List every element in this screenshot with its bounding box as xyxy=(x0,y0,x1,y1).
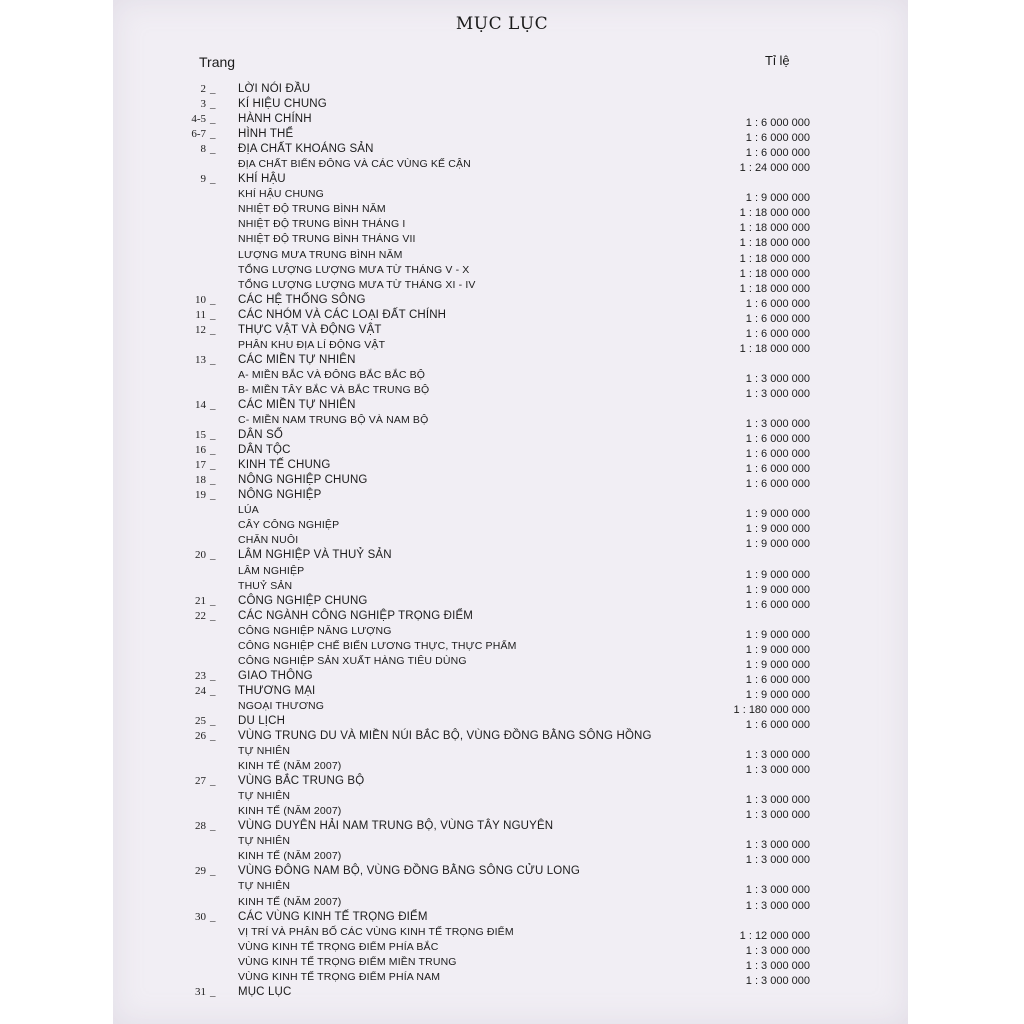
toc-entry-title: TỰ NHIÊN xyxy=(238,745,291,758)
toc-page-number-cell xyxy=(184,985,230,1000)
toc-entry-title: VÙNG TRUNG DU VÀ MIỀN NÚI BẮC BỘ, VÙNG ĐỒNG BẰNG SÔNG HỒNG xyxy=(238,730,652,743)
toc-page-number-cell xyxy=(184,834,230,849)
toc-entry-title: DU LỊCH xyxy=(238,714,286,727)
toc-row xyxy=(0,834,1024,852)
toc-row xyxy=(0,338,1024,353)
leader-dash: _ xyxy=(210,714,216,727)
leader-dash: _ xyxy=(210,820,216,833)
toc-row xyxy=(0,910,1024,925)
leader-dash: _ xyxy=(210,609,216,622)
toc-page-number-cell xyxy=(184,564,230,579)
toc-page-number: 15 xyxy=(195,429,206,442)
toc-page-number-cell xyxy=(184,232,230,247)
toc-row xyxy=(0,879,1024,897)
toc-row xyxy=(0,804,1024,822)
toc-page-number: 23 xyxy=(195,669,206,682)
toc-entry-scale: 1 : 9 000 000 xyxy=(745,583,810,596)
toc-row xyxy=(0,789,1024,807)
toc-page-number-cell xyxy=(184,609,230,624)
toc-entry-title: THUỶ SẢN xyxy=(238,579,293,592)
toc-page-number-cell xyxy=(184,639,230,654)
toc-page-number-cell xyxy=(184,714,230,729)
toc-entry-title: NHIỆT ĐỘ TRUNG BÌNH THÁNG I xyxy=(238,218,406,231)
toc-entry-scale: 1 : 9 000 000 xyxy=(745,568,810,581)
toc-entry-title: KHÍ HẬU xyxy=(238,173,286,186)
toc-page-number-cell xyxy=(184,879,230,894)
toc-entry-scale: 1 : 3 000 000 xyxy=(745,854,810,867)
toc-entry-scale: 1 : 9 000 000 xyxy=(745,643,810,656)
toc-page-number-cell xyxy=(184,579,230,594)
toc-entry-scale: 1 : 6 000 000 xyxy=(745,448,810,461)
toc-row xyxy=(0,849,1024,867)
toc-row xyxy=(0,533,1024,551)
page-column-header: Trang xyxy=(199,54,236,70)
toc-row xyxy=(0,443,1024,461)
toc-page-number: 26 xyxy=(195,730,206,743)
toc-page-number-cell xyxy=(184,458,230,473)
toc-entry-title: CÔNG NGHIỆP CHẾ BIẾN LƯƠNG THỰC, THỰC PHẨM xyxy=(238,639,517,652)
toc-row xyxy=(0,217,1024,235)
toc-entry-scale: 1 : 9 000 000 xyxy=(745,508,810,521)
toc-entry-scale: 1 : 3 000 000 xyxy=(745,809,810,822)
toc-entry-title: CÁC VÙNG KINH TẾ TRỌNG ĐIỂM xyxy=(238,910,428,923)
toc-entry-scale: 1 : 180 000 000 xyxy=(733,703,810,716)
toc-page-number-cell xyxy=(184,443,230,458)
toc-row xyxy=(0,127,1024,145)
toc-entry-title: HÀNH CHÍNH xyxy=(238,113,312,126)
toc-entry-title: VÙNG BẮC TRUNG BỘ xyxy=(238,775,365,788)
toc-row xyxy=(0,398,1024,413)
toc-entry-title: VÙNG ĐÔNG NAM BỘ, VÙNG ĐỒNG BẰNG SÔNG CỬU LONG xyxy=(238,865,580,878)
toc-entry-scale: 1 : 18 000 000 xyxy=(739,342,810,355)
toc-page-number: 9 xyxy=(200,173,206,186)
toc-page-number-cell xyxy=(184,278,230,293)
toc-entry-title: VỊ TRÍ VÀ PHÂN BỐ CÁC VÙNG KINH TẾ TRỌNG ĐIỂM xyxy=(238,925,514,938)
toc-page-number-cell xyxy=(184,368,230,383)
leader-dash: _ xyxy=(210,98,216,111)
toc-row xyxy=(0,458,1024,476)
page-title: MỤC LỤC xyxy=(455,14,549,34)
toc-page-number-cell xyxy=(184,112,230,127)
toc-row xyxy=(0,669,1024,684)
leader-dash: _ xyxy=(210,775,216,788)
toc-page-number-cell xyxy=(184,413,230,428)
toc-page-number-cell xyxy=(184,744,230,759)
toc-entry-scale: 1 : 3 000 000 xyxy=(745,387,810,400)
toc-page-number: 25 xyxy=(195,714,206,727)
toc-entry-scale: 1 : 18 000 000 xyxy=(739,237,810,250)
toc-page-number-cell xyxy=(184,774,230,789)
toc-page-number-cell xyxy=(184,804,230,819)
toc-row xyxy=(0,503,1024,521)
toc-row xyxy=(0,940,1024,955)
toc-entry-title: TỰ NHIÊN xyxy=(238,790,291,803)
toc-entry-title: ĐỊA CHẤT KHOÁNG SẢN xyxy=(238,143,374,156)
leader-dash: _ xyxy=(210,594,216,607)
toc-entry-scale: 1 : 6 000 000 xyxy=(745,327,810,340)
toc-row xyxy=(0,925,1024,940)
toc-entry-title: KINH TẾ (NĂM 2007) xyxy=(238,760,342,773)
toc-page-number: 18 xyxy=(195,474,206,487)
toc-row xyxy=(0,488,1024,503)
toc-row xyxy=(0,187,1024,205)
toc-page-number-cell xyxy=(184,248,230,263)
leader-dash: _ xyxy=(210,669,216,682)
toc-page-number-cell xyxy=(184,729,230,744)
toc-page-number-cell xyxy=(184,503,230,518)
toc-entry-scale: 1 : 9 000 000 xyxy=(745,538,810,551)
leader-dash: _ xyxy=(210,143,216,156)
toc-row xyxy=(0,624,1024,639)
toc-row xyxy=(0,157,1024,175)
toc-page-number-cell xyxy=(184,428,230,443)
toc-row xyxy=(0,684,1024,699)
toc-row xyxy=(0,428,1024,446)
toc-page-number: 28 xyxy=(195,820,206,833)
toc-entry-title: CÔNG NGHIỆP NĂNG LƯỢNG xyxy=(238,624,392,637)
toc-page-number: 3 xyxy=(200,98,206,111)
toc-page-number-cell xyxy=(184,488,230,503)
toc-entry-title: CÁC NHÓM VÀ CÁC LOẠI ĐẤT CHÍNH xyxy=(238,308,447,321)
toc-page-number: 6-7 xyxy=(191,128,206,141)
leader-dash: _ xyxy=(210,730,216,743)
toc-entry-title: KINH TẾ (NĂM 2007) xyxy=(238,805,342,818)
toc-entry-title: NHIỆT ĐỘ TRUNG BÌNH NĂM xyxy=(238,203,386,216)
toc-page-number-cell xyxy=(184,187,230,202)
toc-page-number-cell xyxy=(184,82,230,97)
leader-dash: _ xyxy=(210,128,216,141)
toc-entry-title: PHÂN KHU ĐỊA LÍ ĐỘNG VẬT xyxy=(238,338,386,351)
toc-page-number-cell xyxy=(184,789,230,804)
toc-entry-title: CHĂN NUÔI xyxy=(238,534,299,547)
toc-row xyxy=(0,729,1024,744)
toc-page-number: 10 xyxy=(195,293,206,306)
toc-page-number-cell xyxy=(184,970,230,985)
leader-dash: _ xyxy=(210,323,216,336)
toc-entry-scale: 1 : 18 000 000 xyxy=(739,252,810,265)
toc-entry-title: DÂN SỐ xyxy=(238,429,283,442)
toc-page-number-cell xyxy=(184,819,230,834)
toc-page-number-cell xyxy=(184,323,230,338)
toc-entry-scale: 1 : 12 000 000 xyxy=(739,929,810,942)
toc-entry-title: MỤC LỤC xyxy=(238,985,292,998)
toc-row xyxy=(0,278,1024,293)
toc-row xyxy=(0,353,1024,368)
toc-entry-title: LỜI NÓI ĐẦU xyxy=(238,83,311,95)
toc-entry-scale: 1 : 24 000 000 xyxy=(739,162,810,175)
toc-row xyxy=(0,172,1024,187)
toc-row xyxy=(0,232,1024,250)
toc-page-number-cell xyxy=(184,518,230,533)
toc-row xyxy=(0,413,1024,431)
toc-page-number-cell xyxy=(184,684,230,699)
toc-page-number: 12 xyxy=(195,323,206,336)
toc-page-number-cell xyxy=(184,202,230,217)
toc-row xyxy=(0,368,1024,383)
toc-entry-scale: 1 : 3 000 000 xyxy=(745,974,810,987)
leader-dash: _ xyxy=(210,429,216,442)
toc-row xyxy=(0,594,1024,609)
toc-page-number-cell xyxy=(184,548,230,563)
toc-row xyxy=(0,639,1024,654)
toc-page-number-cell xyxy=(184,157,230,172)
toc-entry-scale: 1 : 6 000 000 xyxy=(745,673,810,686)
toc-row xyxy=(0,323,1024,338)
toc-entry-title: TỰ NHIÊN xyxy=(238,880,291,893)
toc-entry-scale: 1 : 3 000 000 xyxy=(745,944,810,957)
toc-page-number: 22 xyxy=(195,609,206,622)
toc-entry-scale: 1 : 3 000 000 xyxy=(745,794,810,807)
toc-entry-scale: 1 : 18 000 000 xyxy=(739,282,810,295)
toc-row xyxy=(0,609,1024,624)
toc-entry-scale: 1 : 3 000 000 xyxy=(745,418,810,431)
toc-row xyxy=(0,564,1024,579)
toc-page-number-cell xyxy=(184,654,230,669)
toc-page-number-cell xyxy=(184,127,230,142)
leader-dash: _ xyxy=(210,684,216,697)
toc-entry-scale: 1 : 18 000 000 xyxy=(739,207,810,220)
toc-entry-title: NHIỆT ĐỘ TRUNG BÌNH THÁNG VII xyxy=(238,233,416,246)
toc-row xyxy=(0,383,1024,398)
toc-entry-title: LƯỢNG MƯA TRUNG BÌNH NĂM xyxy=(238,248,403,261)
toc-page-number-cell xyxy=(184,142,230,157)
toc-row xyxy=(0,293,1024,308)
toc-page-number-cell xyxy=(184,217,230,232)
toc-row xyxy=(0,308,1024,323)
toc-row xyxy=(0,548,1024,563)
toc-entry-scale: 1 : 9 000 000 xyxy=(745,628,810,641)
toc-entry-scale: 1 : 9 000 000 xyxy=(745,523,810,536)
toc-page-number: 31 xyxy=(195,985,206,998)
toc-entry-title: CÁC MIỀN TỰ NHIÊN xyxy=(238,398,356,411)
leader-dash: _ xyxy=(210,173,216,186)
toc-page-number: 20 xyxy=(195,549,206,562)
toc-row xyxy=(0,112,1024,130)
toc-row xyxy=(0,654,1024,669)
toc-row xyxy=(0,518,1024,536)
toc-entry-scale: 1 : 18 000 000 xyxy=(739,222,810,235)
leader-dash: _ xyxy=(210,353,216,366)
toc-row xyxy=(0,714,1024,729)
toc-page-number: 13 xyxy=(195,353,206,366)
toc-entry-title: CÁC NGÀNH CÔNG NGHIỆP TRỌNG ĐIỂM xyxy=(238,609,474,622)
toc-row xyxy=(0,699,1024,714)
toc-row xyxy=(0,819,1024,834)
toc-entry-title: CÁC MIỀN TỰ NHIÊN xyxy=(238,353,356,366)
toc-entry-title: ĐỊA CHẤT BIỂN ĐÔNG VÀ CÁC VÙNG KẾ CẬN xyxy=(238,158,471,171)
toc-page-number-cell xyxy=(184,473,230,488)
leader-dash: _ xyxy=(210,293,216,306)
toc-page-number-cell xyxy=(184,263,230,278)
toc-page-number-cell xyxy=(184,97,230,112)
leader-dash: _ xyxy=(210,113,216,126)
toc-page-number: 17 xyxy=(195,459,206,472)
leader-dash: _ xyxy=(210,308,216,321)
leader-dash: _ xyxy=(210,474,216,487)
toc-page-number-cell xyxy=(184,383,230,398)
leader-dash: _ xyxy=(210,398,216,411)
toc-entry-title: CÔNG NGHIỆP CHUNG xyxy=(238,594,368,607)
toc-page-number: 16 xyxy=(195,444,206,457)
toc-entry-title: B- MIỀN TÂY BẮC VÀ BẮC TRUNG BỘ xyxy=(238,383,430,396)
toc-page-number: 27 xyxy=(195,775,206,788)
toc-entry-scale: 1 : 6 000 000 xyxy=(745,117,810,130)
toc-row xyxy=(0,774,1024,789)
toc-entry-title: CÁC HỆ THỐNG SÔNG xyxy=(238,293,366,306)
table-of-contents xyxy=(0,82,1024,1000)
toc-entry-title: KHÍ HẬU CHUNG xyxy=(238,188,324,201)
toc-page-number: 30 xyxy=(195,910,206,923)
toc-entry-title: THƯƠNG MẠI xyxy=(238,684,316,697)
toc-page-number: 2 xyxy=(200,83,206,95)
toc-entry-title: LÂM NGHIỆP VÀ THUỶ SẢN xyxy=(238,549,392,562)
toc-page-number-cell xyxy=(184,699,230,714)
toc-entry-title: C- MIỀN NAM TRUNG BỘ VÀ NAM BỘ xyxy=(238,414,429,427)
toc-page-number: 24 xyxy=(195,684,206,697)
toc-entry-title: A- MIỀN BẮC VÀ ĐÔNG BẮC BẮC BỘ xyxy=(238,368,426,381)
toc-entry-scale: 1 : 3 000 000 xyxy=(745,899,810,912)
toc-page-number-cell xyxy=(184,895,230,910)
toc-page-number-cell xyxy=(184,669,230,684)
leader-dash: _ xyxy=(210,444,216,457)
leader-dash: _ xyxy=(210,459,216,472)
toc-entry-title: NGOẠI THƯƠNG xyxy=(238,699,325,712)
leader-dash: _ xyxy=(210,910,216,923)
toc-page-number-cell xyxy=(184,940,230,955)
toc-entry-title: NÔNG NGHIỆP xyxy=(238,489,322,502)
toc-page-number-cell xyxy=(184,849,230,864)
toc-page-number-cell xyxy=(184,759,230,774)
toc-page-number-cell xyxy=(184,353,230,368)
toc-entry-scale: 1 : 3 000 000 xyxy=(745,839,810,852)
scale-column-header: Tỉ lệ xyxy=(765,53,790,68)
toc-entry-title: CÂY CÔNG NGHIỆP xyxy=(238,519,340,532)
toc-entry-title: LÚA xyxy=(238,504,259,517)
leader-dash: _ xyxy=(210,985,216,998)
toc-entry-scale: 1 : 18 000 000 xyxy=(739,267,810,280)
toc-row xyxy=(0,864,1024,879)
toc-row xyxy=(0,970,1024,985)
toc-entry-title: GIAO THÔNG xyxy=(238,669,313,682)
toc-page-number-cell xyxy=(184,864,230,879)
toc-entry-title: TỔNG LƯỢNG LƯỢNG MƯA TỪ THÁNG V - X xyxy=(238,263,470,276)
toc-page-number: 29 xyxy=(195,865,206,878)
toc-entry-title: KINH TẾ CHUNG xyxy=(238,459,331,472)
toc-row xyxy=(0,142,1024,160)
leader-dash: _ xyxy=(210,489,216,502)
toc-row xyxy=(0,97,1024,112)
toc-entry-scale: 1 : 3 000 000 xyxy=(745,884,810,897)
toc-page-number-cell xyxy=(184,293,230,308)
toc-page-number: 4-5 xyxy=(191,113,206,126)
toc-entry-scale: 1 : 6 000 000 xyxy=(745,297,810,310)
toc-entry-title: CÔNG NGHIỆP SẢN XUẤT HÀNG TIÊU DÙNG xyxy=(238,654,467,667)
toc-page-number: 11 xyxy=(195,308,206,321)
toc-page-number-cell xyxy=(184,955,230,970)
toc-page-number-cell xyxy=(184,925,230,940)
leader-dash: _ xyxy=(210,865,216,878)
toc-entry-title: KÍ HIỆU CHUNG xyxy=(238,98,327,111)
toc-entry-scale: 1 : 6 000 000 xyxy=(745,132,810,145)
toc-row xyxy=(0,985,1024,1000)
toc-entry-title: KINH TẾ (NĂM 2007) xyxy=(238,850,342,863)
toc-page-number-cell xyxy=(184,533,230,548)
toc-entry-title: KINH TẾ (NĂM 2007) xyxy=(238,895,342,908)
toc-page-number: 21 xyxy=(195,594,206,607)
toc-entry-scale: 1 : 6 000 000 xyxy=(745,478,810,491)
toc-entry-scale: 1 : 9 000 000 xyxy=(745,658,810,671)
toc-page-number-cell xyxy=(184,624,230,639)
toc-entry-title: VÙNG KINH TẾ TRỌNG ĐIỂM PHÍA BẮC xyxy=(238,940,439,953)
toc-entry-scale: 1 : 9 000 000 xyxy=(745,192,810,205)
toc-entry-scale: 1 : 6 000 000 xyxy=(745,433,810,446)
toc-row xyxy=(0,744,1024,762)
toc-page-number: 19 xyxy=(195,489,206,502)
toc-entry-title: VÙNG DUYÊN HẢI NAM TRUNG BỘ, VÙNG TÂY NGUYÊN xyxy=(238,820,554,833)
toc-entry-title: NÔNG NGHIỆP CHUNG xyxy=(238,474,368,487)
toc-row xyxy=(0,248,1024,263)
toc-entry-scale: 1 : 3 000 000 xyxy=(745,749,810,762)
toc-entry-scale: 1 : 6 000 000 xyxy=(745,463,810,476)
toc-entry-scale: 1 : 3 000 000 xyxy=(745,372,810,385)
toc-page-number-cell xyxy=(184,308,230,323)
toc-entry-title: HÌNH THỂ xyxy=(238,128,294,141)
toc-entry-scale: 1 : 6 000 000 xyxy=(745,147,810,160)
toc-entry-title: VÙNG KINH TẾ TRỌNG ĐIỂM PHÍA NAM xyxy=(238,970,441,983)
toc-entry-scale: 1 : 9 000 000 xyxy=(745,688,810,701)
toc-entry-title: THỰC VẬT VÀ ĐỘNG VẬT xyxy=(238,323,382,336)
leader-dash: _ xyxy=(210,83,216,95)
toc-row xyxy=(0,955,1024,970)
toc-entry-title: TỔNG LƯỢNG LƯỢNG MƯA TỪ THÁNG XI - IV xyxy=(238,278,476,291)
toc-entry-scale: 1 : 6 000 000 xyxy=(745,718,810,731)
toc-row xyxy=(0,202,1024,220)
toc-row xyxy=(0,579,1024,594)
toc-entry-title: LÂM NGHIỆP xyxy=(238,564,305,577)
toc-entry-scale: 1 : 6 000 000 xyxy=(745,312,810,325)
toc-row xyxy=(0,759,1024,777)
toc-page-number-cell xyxy=(184,172,230,187)
toc-page-number-cell xyxy=(184,398,230,413)
toc-entry-scale: 1 : 6 000 000 xyxy=(745,598,810,611)
toc-entry-scale: 1 : 3 000 000 xyxy=(745,764,810,777)
toc-entry-title: DÂN TỘC xyxy=(238,444,291,457)
toc-row xyxy=(0,263,1024,278)
leader-dash: _ xyxy=(210,549,216,562)
toc-page-number-cell xyxy=(184,594,230,609)
toc-row xyxy=(0,82,1024,97)
toc-page-number: 14 xyxy=(195,398,206,411)
toc-entry-title: VÙNG KINH TẾ TRỌNG ĐIỂM MIỀN TRUNG xyxy=(238,955,457,968)
toc-page-number: 8 xyxy=(200,143,206,156)
toc-row xyxy=(0,473,1024,491)
toc-page-number-cell xyxy=(184,338,230,353)
toc-row xyxy=(0,895,1024,910)
toc-entry-scale: 1 : 3 000 000 xyxy=(745,959,810,972)
toc-entry-title: TỰ NHIÊN xyxy=(238,835,291,848)
toc-page-number-cell xyxy=(184,910,230,925)
